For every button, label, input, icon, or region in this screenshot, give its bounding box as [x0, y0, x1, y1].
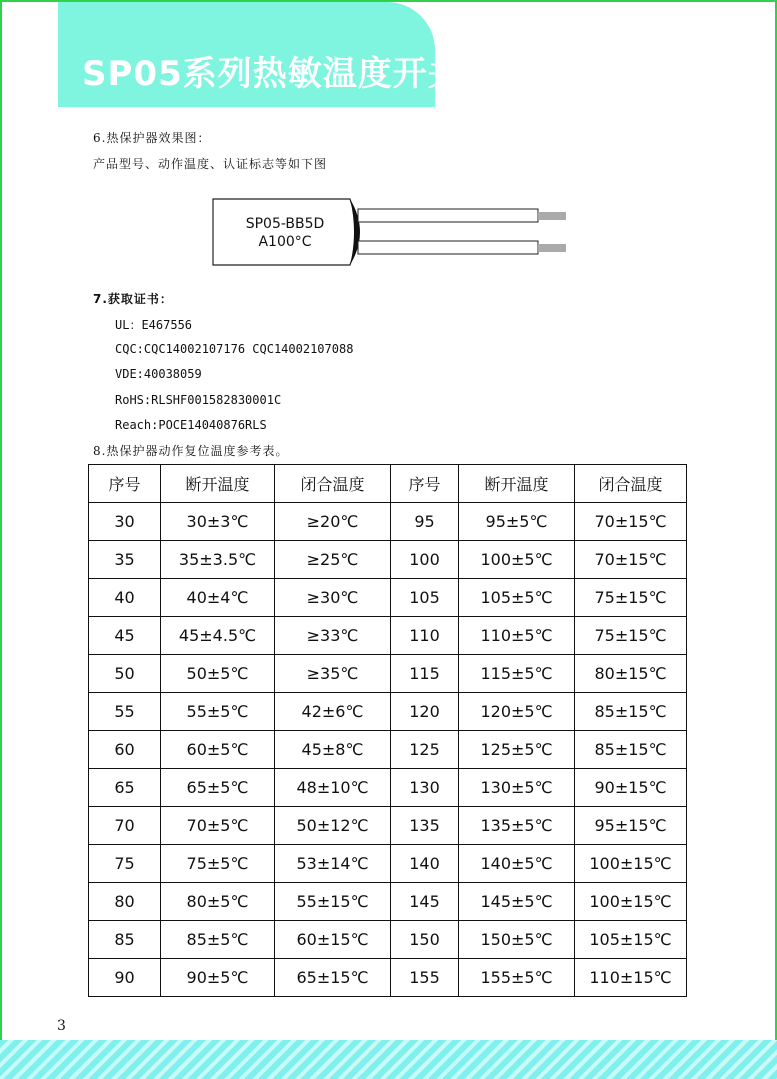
table-cell: 125±5℃ [459, 731, 575, 769]
table-cell: 80 [89, 883, 161, 921]
thermal-protector-diagram [212, 198, 358, 266]
section8-heading: 8.热保护器动作复位温度参考表。 [93, 444, 289, 458]
table-cell: 75 [89, 845, 161, 883]
table-cell: 140 [391, 845, 459, 883]
table-cell: 45±4.5℃ [161, 617, 275, 655]
table-cell: 85±5℃ [161, 921, 275, 959]
table-row [89, 769, 687, 807]
table-cell: 100±5℃ [459, 541, 575, 579]
table-cell: 30±3℃ [161, 503, 275, 541]
device-body [213, 199, 356, 265]
header-open-temp-2: 断开温度 [459, 465, 575, 503]
table-cell: 75±15℃ [575, 579, 687, 617]
table-cell: 110±15℃ [575, 959, 687, 997]
table-cell: 75±5℃ [161, 845, 275, 883]
table-row [89, 617, 687, 655]
table-cell: 95±15℃ [575, 807, 687, 845]
table-cell: 65 [89, 769, 161, 807]
table-cell: 60±15℃ [275, 921, 391, 959]
table-row [89, 655, 687, 693]
table-cell: 95±5℃ [459, 503, 575, 541]
table-cell: ≥20℃ [275, 503, 391, 541]
lead-bottom [358, 241, 538, 254]
lead-top [358, 209, 538, 222]
section6-description: 产品型号、动作温度、认证标志等如下图 [93, 157, 328, 171]
table-cell: 35 [89, 541, 161, 579]
table-cell: 55±5℃ [161, 693, 275, 731]
table-cell: 90 [89, 959, 161, 997]
table-cell: 130±5℃ [459, 769, 575, 807]
table-cell: 85±15℃ [575, 731, 687, 769]
table-cell: 100±15℃ [575, 883, 687, 921]
table-cell: ≥30℃ [275, 579, 391, 617]
table-cell: 95 [391, 503, 459, 541]
table-cell: 130 [391, 769, 459, 807]
header-index-1: 序号 [89, 465, 161, 503]
table-cell: 115±5℃ [459, 655, 575, 693]
cert-cqc: CQC:CQC14002107176 CQC14002107088 [115, 342, 354, 356]
table-cell: 30 [89, 503, 161, 541]
table-row [89, 693, 687, 731]
table-cell: 145±5℃ [459, 883, 575, 921]
table-cell: 120 [391, 693, 459, 731]
table-cell: 150 [391, 921, 459, 959]
device-temp-label: A100°C [258, 234, 312, 250]
table-cell: 100±15℃ [575, 845, 687, 883]
table-cell: 53±14℃ [275, 845, 391, 883]
table-row [89, 503, 687, 541]
table-cell: 50±12℃ [275, 807, 391, 845]
section6-heading: 6.热保护器效果图： [93, 131, 211, 145]
cert-reach: Reach:POCE14040876RLS [115, 418, 267, 432]
table-row [89, 883, 687, 921]
table-cell: 105±15℃ [575, 921, 687, 959]
header-close-temp-2: 闭合温度 [575, 465, 687, 503]
table-cell: 145 [391, 883, 459, 921]
table-cell: 155 [391, 959, 459, 997]
table-cell: 75±15℃ [575, 617, 687, 655]
table-cell: 42±6℃ [275, 693, 391, 731]
table-cell: 70±5℃ [161, 807, 275, 845]
table-cell: 65±15℃ [275, 959, 391, 997]
table-cell: ≥35℃ [275, 655, 391, 693]
device-drawing [212, 198, 572, 268]
cert-vde: VDE:40038059 [115, 367, 202, 381]
table-cell: 105±5℃ [459, 579, 575, 617]
table-cell: 40 [89, 579, 161, 617]
device-model-label: SP05-BB5D [245, 216, 325, 232]
table-cell: 85±15℃ [575, 693, 687, 731]
table-cell: 85 [89, 921, 161, 959]
table-cell: 120±5℃ [459, 693, 575, 731]
table-cell: 70 [89, 807, 161, 845]
table-row [89, 921, 687, 959]
table-cell: 135±5℃ [459, 807, 575, 845]
table-cell: 110 [391, 617, 459, 655]
table-row [89, 541, 687, 579]
table-row [89, 845, 687, 883]
table-header-row [89, 465, 687, 503]
table-row [89, 959, 687, 997]
table-cell: 70±15℃ [575, 503, 687, 541]
table-row [89, 731, 687, 769]
table-cell: 90±15℃ [575, 769, 687, 807]
table-cell: 45 [89, 617, 161, 655]
table-cell: ≥33℃ [275, 617, 391, 655]
lead-tip-top [538, 212, 566, 220]
table-cell: 60 [89, 731, 161, 769]
table-cell: 125 [391, 731, 459, 769]
table-cell: 48±10℃ [275, 769, 391, 807]
table-cell: 70±15℃ [575, 541, 687, 579]
table-cell: 50±5℃ [161, 655, 275, 693]
header-index-2: 序号 [391, 465, 459, 503]
table-cell: 135 [391, 807, 459, 845]
footer-stripe [0, 1040, 777, 1079]
table-cell: 155±5℃ [459, 959, 575, 997]
table-cell: 100 [391, 541, 459, 579]
page-title: SP05系列热敏温度开关 [82, 54, 463, 94]
table-cell: 140±5℃ [459, 845, 575, 883]
cert-ul: UL：E467556 [115, 318, 193, 332]
table-cell: 90±5℃ [161, 959, 275, 997]
cert-rohs: RoHS:RLSHF001582830001C [115, 393, 282, 407]
table-cell: 110±5℃ [459, 617, 575, 655]
table-cell: 50 [89, 655, 161, 693]
header-close-temp-1: 闭合温度 [275, 465, 391, 503]
table-row [89, 579, 687, 617]
table-cell: 105 [391, 579, 459, 617]
table-cell: 65±5℃ [161, 769, 275, 807]
table-cell: 55 [89, 693, 161, 731]
table-cell: 60±5℃ [161, 731, 275, 769]
section7-heading: 7.获取证书： [93, 292, 173, 306]
temperature-reference-table [88, 464, 687, 997]
table-cell: 40±4℃ [161, 579, 275, 617]
table-cell: 150±5℃ [459, 921, 575, 959]
table-cell: 115 [391, 655, 459, 693]
header-open-temp-1: 断开温度 [161, 465, 275, 503]
table-cell: 35±3.5℃ [161, 541, 275, 579]
table-cell: 80±5℃ [161, 883, 275, 921]
lead-tip-bottom [538, 244, 566, 252]
table-cell: 80±15℃ [575, 655, 687, 693]
table-cell: 45±8℃ [275, 731, 391, 769]
page-number: 3 [57, 1018, 66, 1034]
table-cell: ≥25℃ [275, 541, 391, 579]
table-cell: 55±15℃ [275, 883, 391, 921]
table-row [89, 807, 687, 845]
